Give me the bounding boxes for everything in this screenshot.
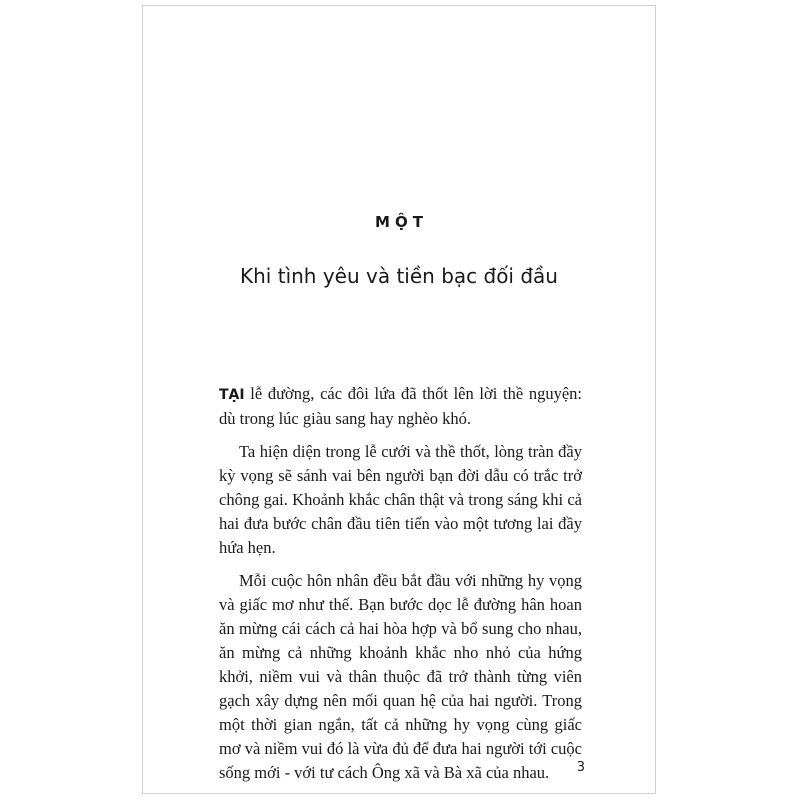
paragraph-text: lễ đường, các đôi lứa đã thốt lên lời thề nguyện: dù trong lúc giàu sang hay nghèo khó. bbox=[219, 384, 582, 428]
chapter-title: Khi tình yêu và tiền bạc đối đầu bbox=[240, 264, 558, 288]
chapter-label: MỘT bbox=[375, 213, 428, 231]
paragraph: Mỗi cuộc hôn nhân đều bắt đầu với những hy vọng và giấc mơ như thế. Bạn bước dọc lễ đường hân hoan ăn mừng cái cách cả hai hòa hợp và bổ sung cho nhau, ăn mừng cả những khoảnh khắc nho nhỏ của hứng khởi, niềm vui và thân thuộc đã trở thành từng viên gạch xây dựng nên mối quan hệ của hai người. Trong một thời gian ngắn, tất cả những hy vọng cùng giấc mơ và niềm vui đó là vừa đủ để đưa hai người tới cuộc sống mới - với tư cách Ông xã và Bà xã của nhau. bbox=[219, 571, 582, 782]
book-page bbox=[142, 5, 656, 794]
lead-word: TẠI bbox=[219, 387, 245, 403]
paragraph bbox=[219, 382, 582, 431]
body-text bbox=[219, 382, 582, 794]
paragraph: Ta hiện diện trong lễ cưới và thề thốt, lòng tràn đầy kỳ vọng sẽ sánh vai bên người bạn đời dẫu có trắc trở chông gai. Khoảnh khắc chân thật và trong sáng khi cả hai đưa bước chân đầu tiên tiến vào một tương lai đầy hứa hẹn. bbox=[219, 442, 582, 557]
page-number: 3 bbox=[576, 760, 585, 775]
